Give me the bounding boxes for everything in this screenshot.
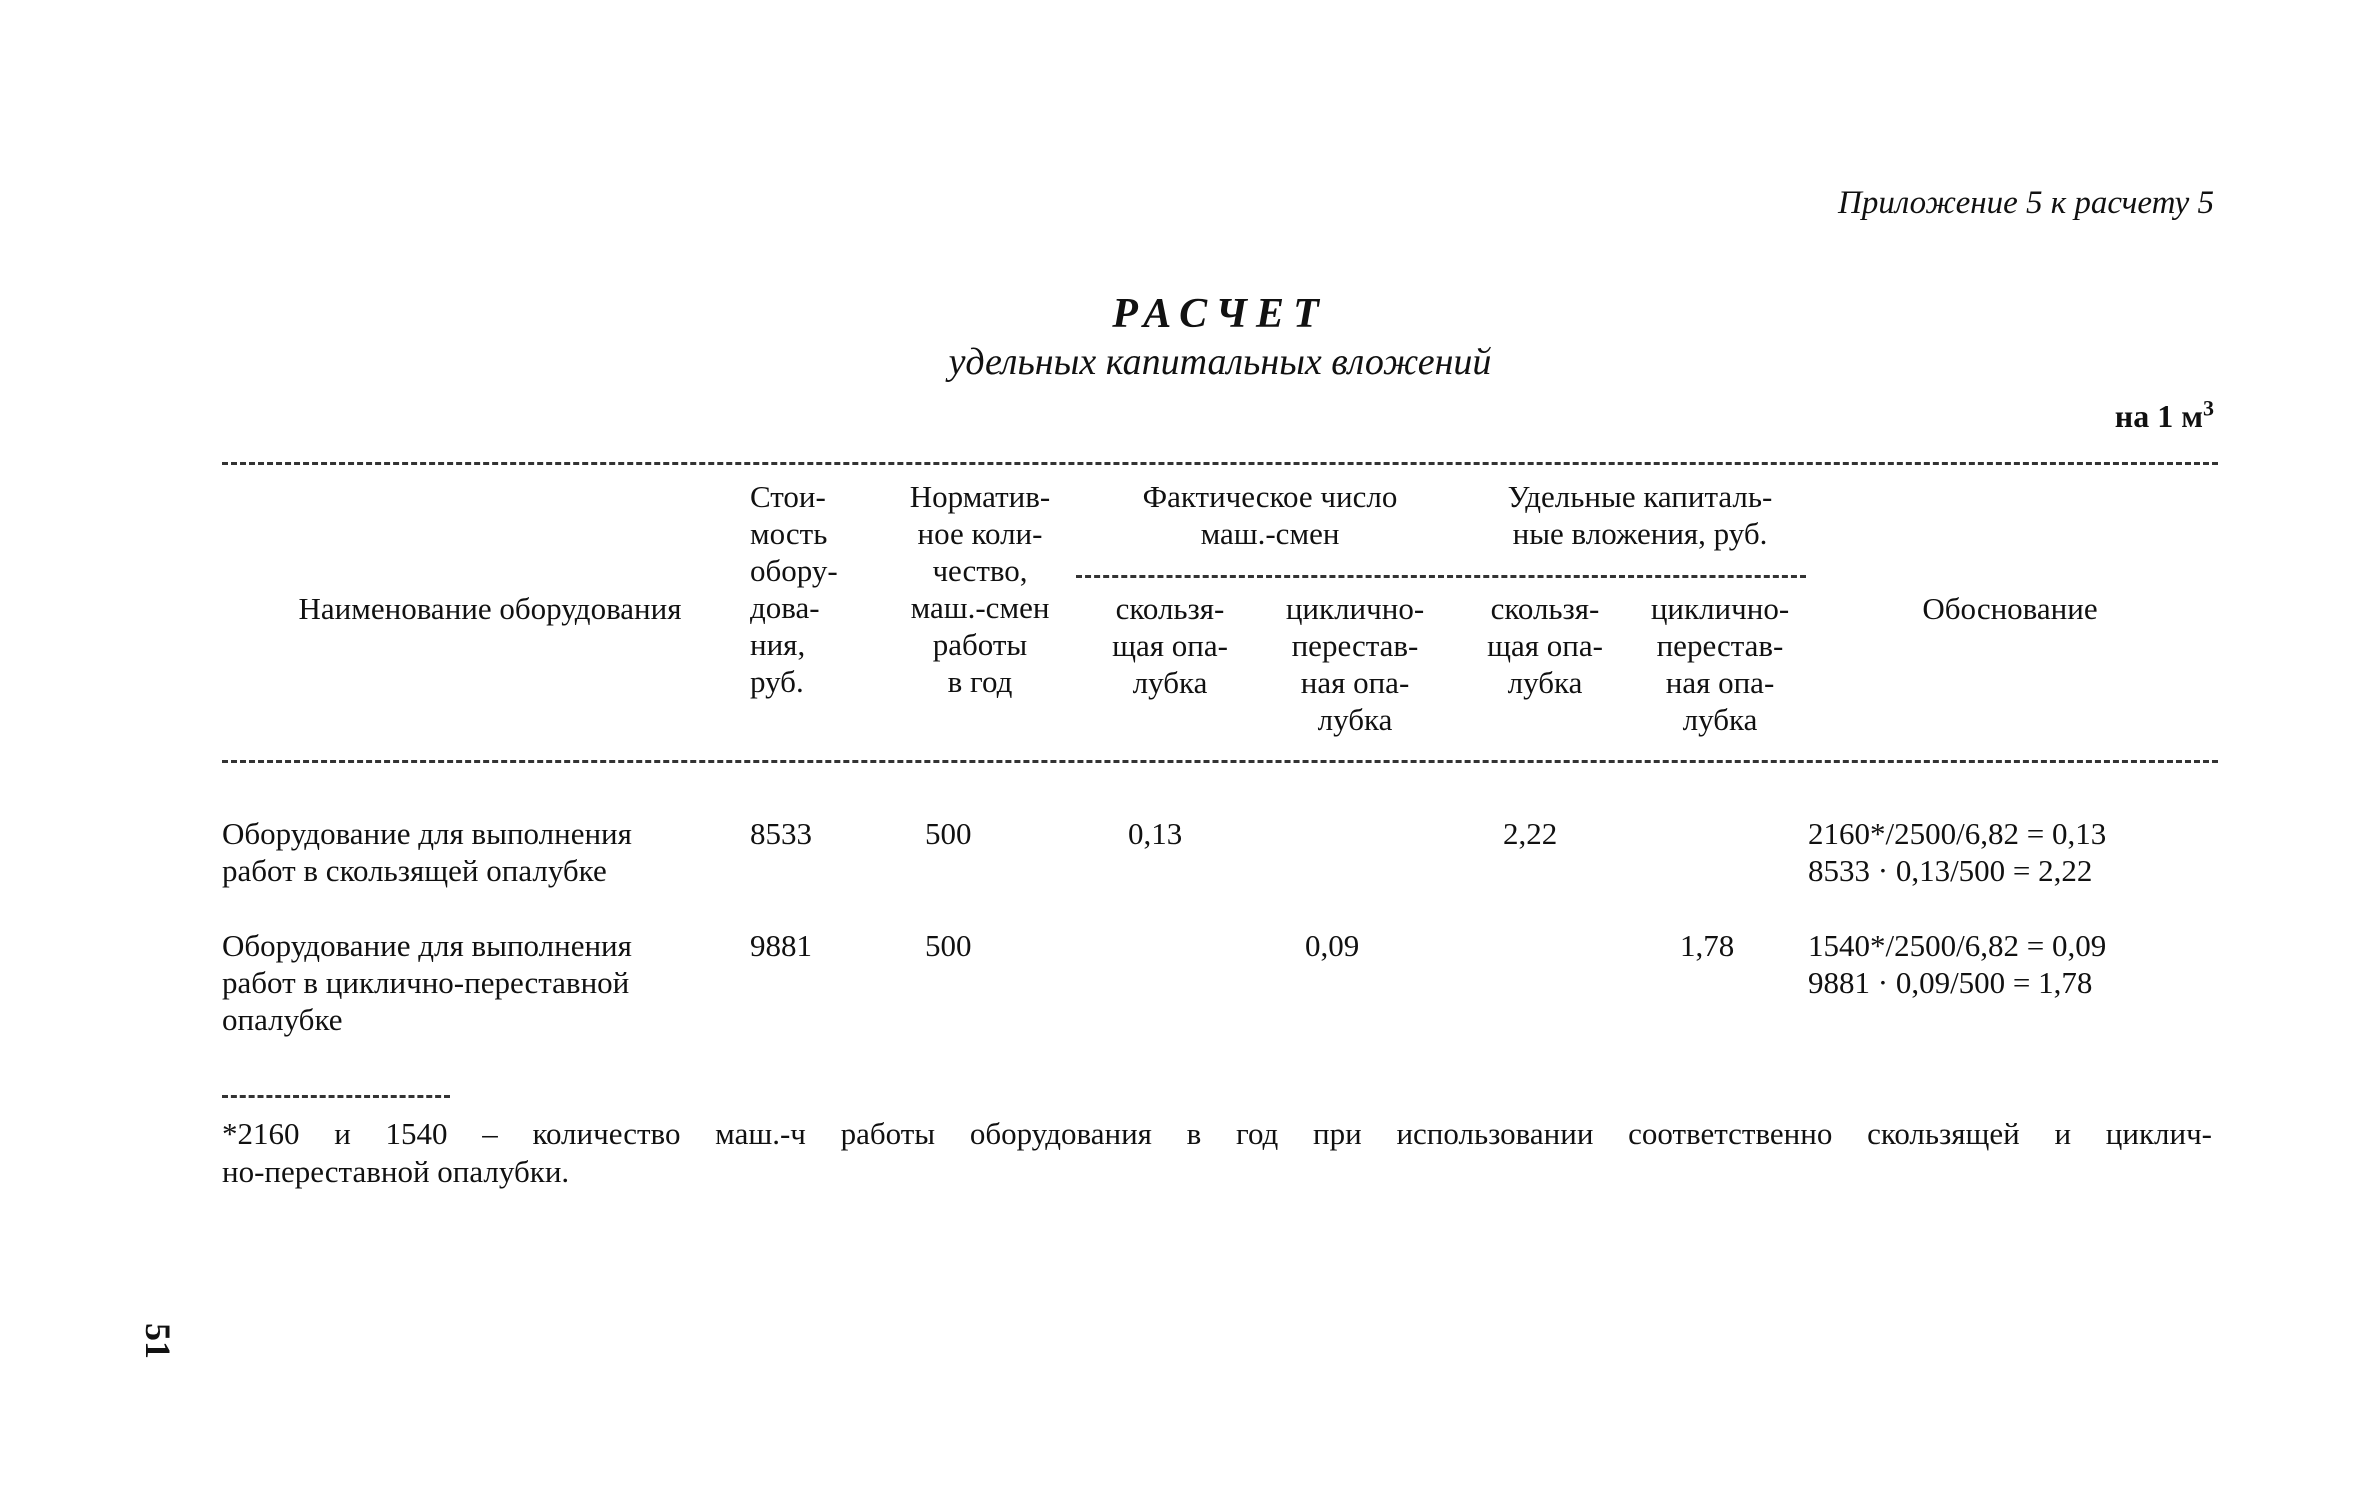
col-header-actual-cyclic-line: перестав- xyxy=(1291,628,1419,663)
col-header-actual-cyclic xyxy=(1265,590,1445,738)
col-header-specific xyxy=(1460,478,1820,552)
col-header-specific-cyclic-line: лубка xyxy=(1682,702,1758,737)
col-header-specific-cyclic-line: ная опа- xyxy=(1665,665,1775,700)
unit-text: на 1 м xyxy=(2114,398,2203,434)
row-basis xyxy=(1808,815,2106,889)
col-header-specific-line: Удельные капиталь- xyxy=(1507,479,1773,514)
col-header-name: Наименование оборудования xyxy=(298,591,682,626)
col-header-basis: Обоснование xyxy=(1922,591,2098,626)
col-header-specific-slide xyxy=(1465,590,1625,701)
col-header-norm-line: маш.-смен xyxy=(910,590,1050,625)
table-row-name xyxy=(222,927,632,1038)
row-basis xyxy=(1808,927,2106,1001)
col-header-specific-slide-line: скользя- xyxy=(1490,591,1600,626)
col-header-specific-slide-line: щая опа- xyxy=(1487,628,1603,663)
appendix-label: Приложение 5 к расчету 5 xyxy=(1838,185,2214,221)
col-header-actual-cyclic-line: лубка xyxy=(1317,702,1393,737)
col-header-specific-cyclic xyxy=(1630,590,1810,738)
col-header-specific-line: ные вложения, руб. xyxy=(1512,516,1768,551)
row-basis-line: 2160*/2500/6,82 = 0,13 xyxy=(1808,816,2107,851)
col-header-norm-line: Норматив- xyxy=(909,479,1051,514)
col-header-cost-line: руб. xyxy=(750,664,804,699)
row-name-line: Оборудование для выполнения xyxy=(222,928,632,963)
header-bottom-rule xyxy=(222,760,2218,763)
table-top-rule xyxy=(222,462,2218,465)
row-name-line: работ в циклично-переставной xyxy=(222,965,630,1000)
row-name-line: Оборудование для выполнения xyxy=(222,816,632,851)
col-header-actual-slide xyxy=(1090,590,1250,701)
unit-label xyxy=(2114,395,2214,435)
footnote-rule xyxy=(222,1095,450,1098)
table-row-name xyxy=(222,815,632,889)
row-cost: 8533 xyxy=(750,816,812,851)
col-header-cost xyxy=(750,478,838,700)
col-header-norm-line: работы xyxy=(932,627,1028,662)
col-header-actual-line: Фактическое число xyxy=(1142,479,1398,514)
row-spec-cyclic: 1,78 xyxy=(1680,928,1735,963)
col-header-norm-line: в год xyxy=(947,664,1013,699)
col-header-specific-cyclic-line: циклично- xyxy=(1650,591,1790,626)
col-header-actual-cyclic-line: ная опа- xyxy=(1300,665,1410,700)
footnote-line-2: но-переставной опалубки. xyxy=(222,1154,570,1189)
page-number: 51 xyxy=(138,1323,178,1359)
col-header-norm-line: ное коли- xyxy=(917,516,1043,551)
col-header-cost-line: Стои- xyxy=(750,479,826,514)
row-norm: 500 xyxy=(925,816,972,851)
col-header-actual-slide-line: скользя- xyxy=(1115,591,1225,626)
header-sub-rule xyxy=(1076,575,1806,578)
document-subtitle: удельных капитальных вложений xyxy=(948,341,1492,383)
row-name-line: опалубке xyxy=(222,1002,343,1037)
unit-superscript: 3 xyxy=(2203,395,2214,421)
col-header-cost-line: ния, xyxy=(750,627,806,662)
row-basis-line: 9881 · 0,09/500 = 1,78 xyxy=(1808,965,2093,1000)
row-cost: 9881 xyxy=(750,928,812,963)
col-header-specific-slide-line: лубка xyxy=(1507,665,1583,700)
row-spec-slide: 2,22 xyxy=(1503,816,1558,851)
footnote-line-1: *2160 и 1540 – количество маш.-ч работы оборудования в год при использовании соответственно скользящей и циклич- xyxy=(222,1116,2212,1151)
col-header-actual xyxy=(1090,478,1450,552)
col-header-norm-line: чество, xyxy=(932,553,1028,588)
row-actual-cyclic: 0,09 xyxy=(1305,928,1360,963)
col-header-cost-line: дова- xyxy=(750,590,820,625)
row-basis-line: 8533 · 0,13/500 = 2,22 xyxy=(1808,853,2093,888)
document-title: РАСЧЕТ xyxy=(1112,291,1328,337)
col-header-actual-slide-line: лубка xyxy=(1132,665,1208,700)
col-header-actual-slide-line: щая опа- xyxy=(1112,628,1228,663)
col-header-cost-line: обору- xyxy=(750,553,838,588)
row-name-line: работ в скользящей опалубке xyxy=(222,853,607,888)
col-header-actual-cyclic-line: циклично- xyxy=(1285,591,1425,626)
col-header-specific-cyclic-line: перестав- xyxy=(1656,628,1784,663)
col-header-cost-line: мость xyxy=(750,516,828,551)
row-basis-line: 1540*/2500/6,82 = 0,09 xyxy=(1808,928,2107,963)
row-norm: 500 xyxy=(925,928,972,963)
col-header-actual-line: маш.-смен xyxy=(1200,516,1340,551)
col-header-norm xyxy=(870,478,1090,700)
row-actual-slide: 0,13 xyxy=(1128,816,1183,851)
